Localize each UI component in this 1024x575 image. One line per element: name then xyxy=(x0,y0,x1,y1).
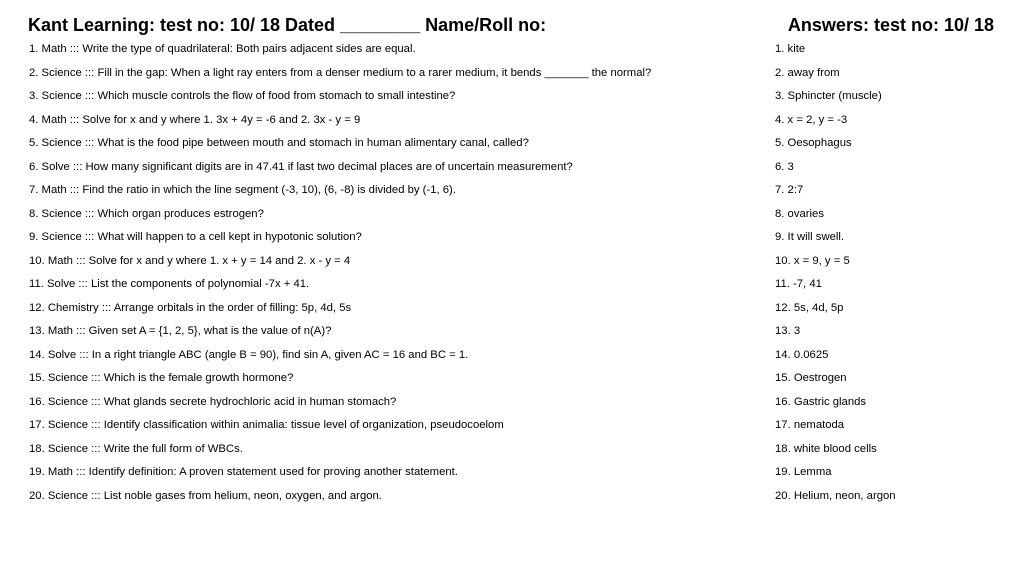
answer-item: 2. away from xyxy=(775,66,840,79)
question-item: 11. Solve ::: List the components of polynomial -7x + 41. xyxy=(29,278,310,290)
question-item: 3. Science ::: Which muscle controls the flow of food from stomach to small intestine? xyxy=(29,90,456,102)
answer-item: 9. It will swell. xyxy=(775,231,845,243)
question-item: 18. Science ::: Write the full form of WBCs. xyxy=(29,442,243,455)
question-item: 16. Science ::: What glands secrete hydrochloric acid in human stomach? xyxy=(29,395,397,408)
question-item: 14. Solve ::: In a right triangle ABC (angle B = 90), find sin A, given AC = 16 and BC = 1. xyxy=(29,348,469,361)
answer-item: 12. 5s, 4d, 5p xyxy=(775,301,844,314)
answers-title: Answers: test no: 10/ 18 xyxy=(787,15,994,35)
answer-item: 7. 2:7 xyxy=(775,184,804,196)
answer-item: 6. 3 xyxy=(775,160,794,173)
answer-item: 5. Oesophagus xyxy=(775,137,852,149)
question-item: 4. Math ::: Solve for x and y where 1. 3x + 4y = -6 and 2. 3x - y = 9 xyxy=(29,113,361,126)
answer-item: 17. nematoda xyxy=(775,419,845,431)
answer-item: 11. -7, 41 xyxy=(775,278,822,290)
question-item: 7. Math ::: Find the ratio in which the line segment (-3, 10), (6, -8) is divided by (-1, 6). xyxy=(29,184,456,196)
answer-item: 1. kite xyxy=(775,43,806,55)
questions-list xyxy=(29,43,759,513)
answer-item: 15. Oestrogen xyxy=(775,372,847,384)
answer-item: 8. ovaries xyxy=(775,207,824,220)
answer-item: 14. 0.0625 xyxy=(775,348,829,361)
question-item: 1. Math ::: Write the type of quadrilateral: Both pairs adjacent sides are equal. xyxy=(29,43,416,55)
answer-item: 18. white blood cells xyxy=(775,442,877,455)
answer-item: 10. x = 9, y = 5 xyxy=(775,254,850,267)
answer-item: 16. Gastric glands xyxy=(775,395,867,408)
answer-item: 20. Helium, neon, argon xyxy=(775,489,896,502)
question-item: 13. Math ::: Given set A = {1, 2, 5}, what is the value of n(A)? xyxy=(29,325,332,337)
question-item: 12. Chemistry ::: Arrange orbitals in the order of filling: 5p, 4d, 5s xyxy=(29,301,352,314)
question-item: 5. Science ::: What is the food pipe between mouth and stomach in human alimentary canal, called? xyxy=(29,137,529,149)
question-item: 17. Science ::: Identify classification within animalia: tissue level of organization, pseudocoelom xyxy=(29,419,504,431)
question-item: 6. Solve ::: How many significant digits are in 47.41 if last two decimal places are of uncertain measurement? xyxy=(29,160,573,173)
page-title: Kant Learning: test no: 10/ 18 Dated ________ Name/Roll no: xyxy=(28,15,547,35)
question-item: 15. Science ::: Which is the female growth hormone? xyxy=(29,372,294,384)
question-item: 20. Science ::: List noble gases from helium, neon, oxygen, and argon. xyxy=(29,489,382,502)
question-item: 8. Science ::: Which organ produces estrogen? xyxy=(29,207,264,220)
question-item: 9. Science ::: What will happen to a cell kept in hypotonic solution? xyxy=(29,231,362,243)
header xyxy=(28,15,994,41)
answers-list xyxy=(775,43,1005,513)
question-item: 10. Math ::: Solve for x and y where 1. x + y = 14 and 2. x - y = 4 xyxy=(29,254,351,267)
answer-item: 4. x = 2, y = -3 xyxy=(775,113,848,126)
answer-item: 13. 3 xyxy=(775,325,801,337)
answer-item: 19. Lemma xyxy=(775,466,832,478)
answer-item: 3. Sphincter (muscle) xyxy=(775,90,882,102)
question-item: 19. Math ::: Identify definition: A proven statement used for proving another statement. xyxy=(29,466,458,478)
question-item: 2. Science ::: Fill in the gap: When a light ray enters from a denser medium to a rarer medium, it bends _______ the normal? xyxy=(29,66,652,79)
